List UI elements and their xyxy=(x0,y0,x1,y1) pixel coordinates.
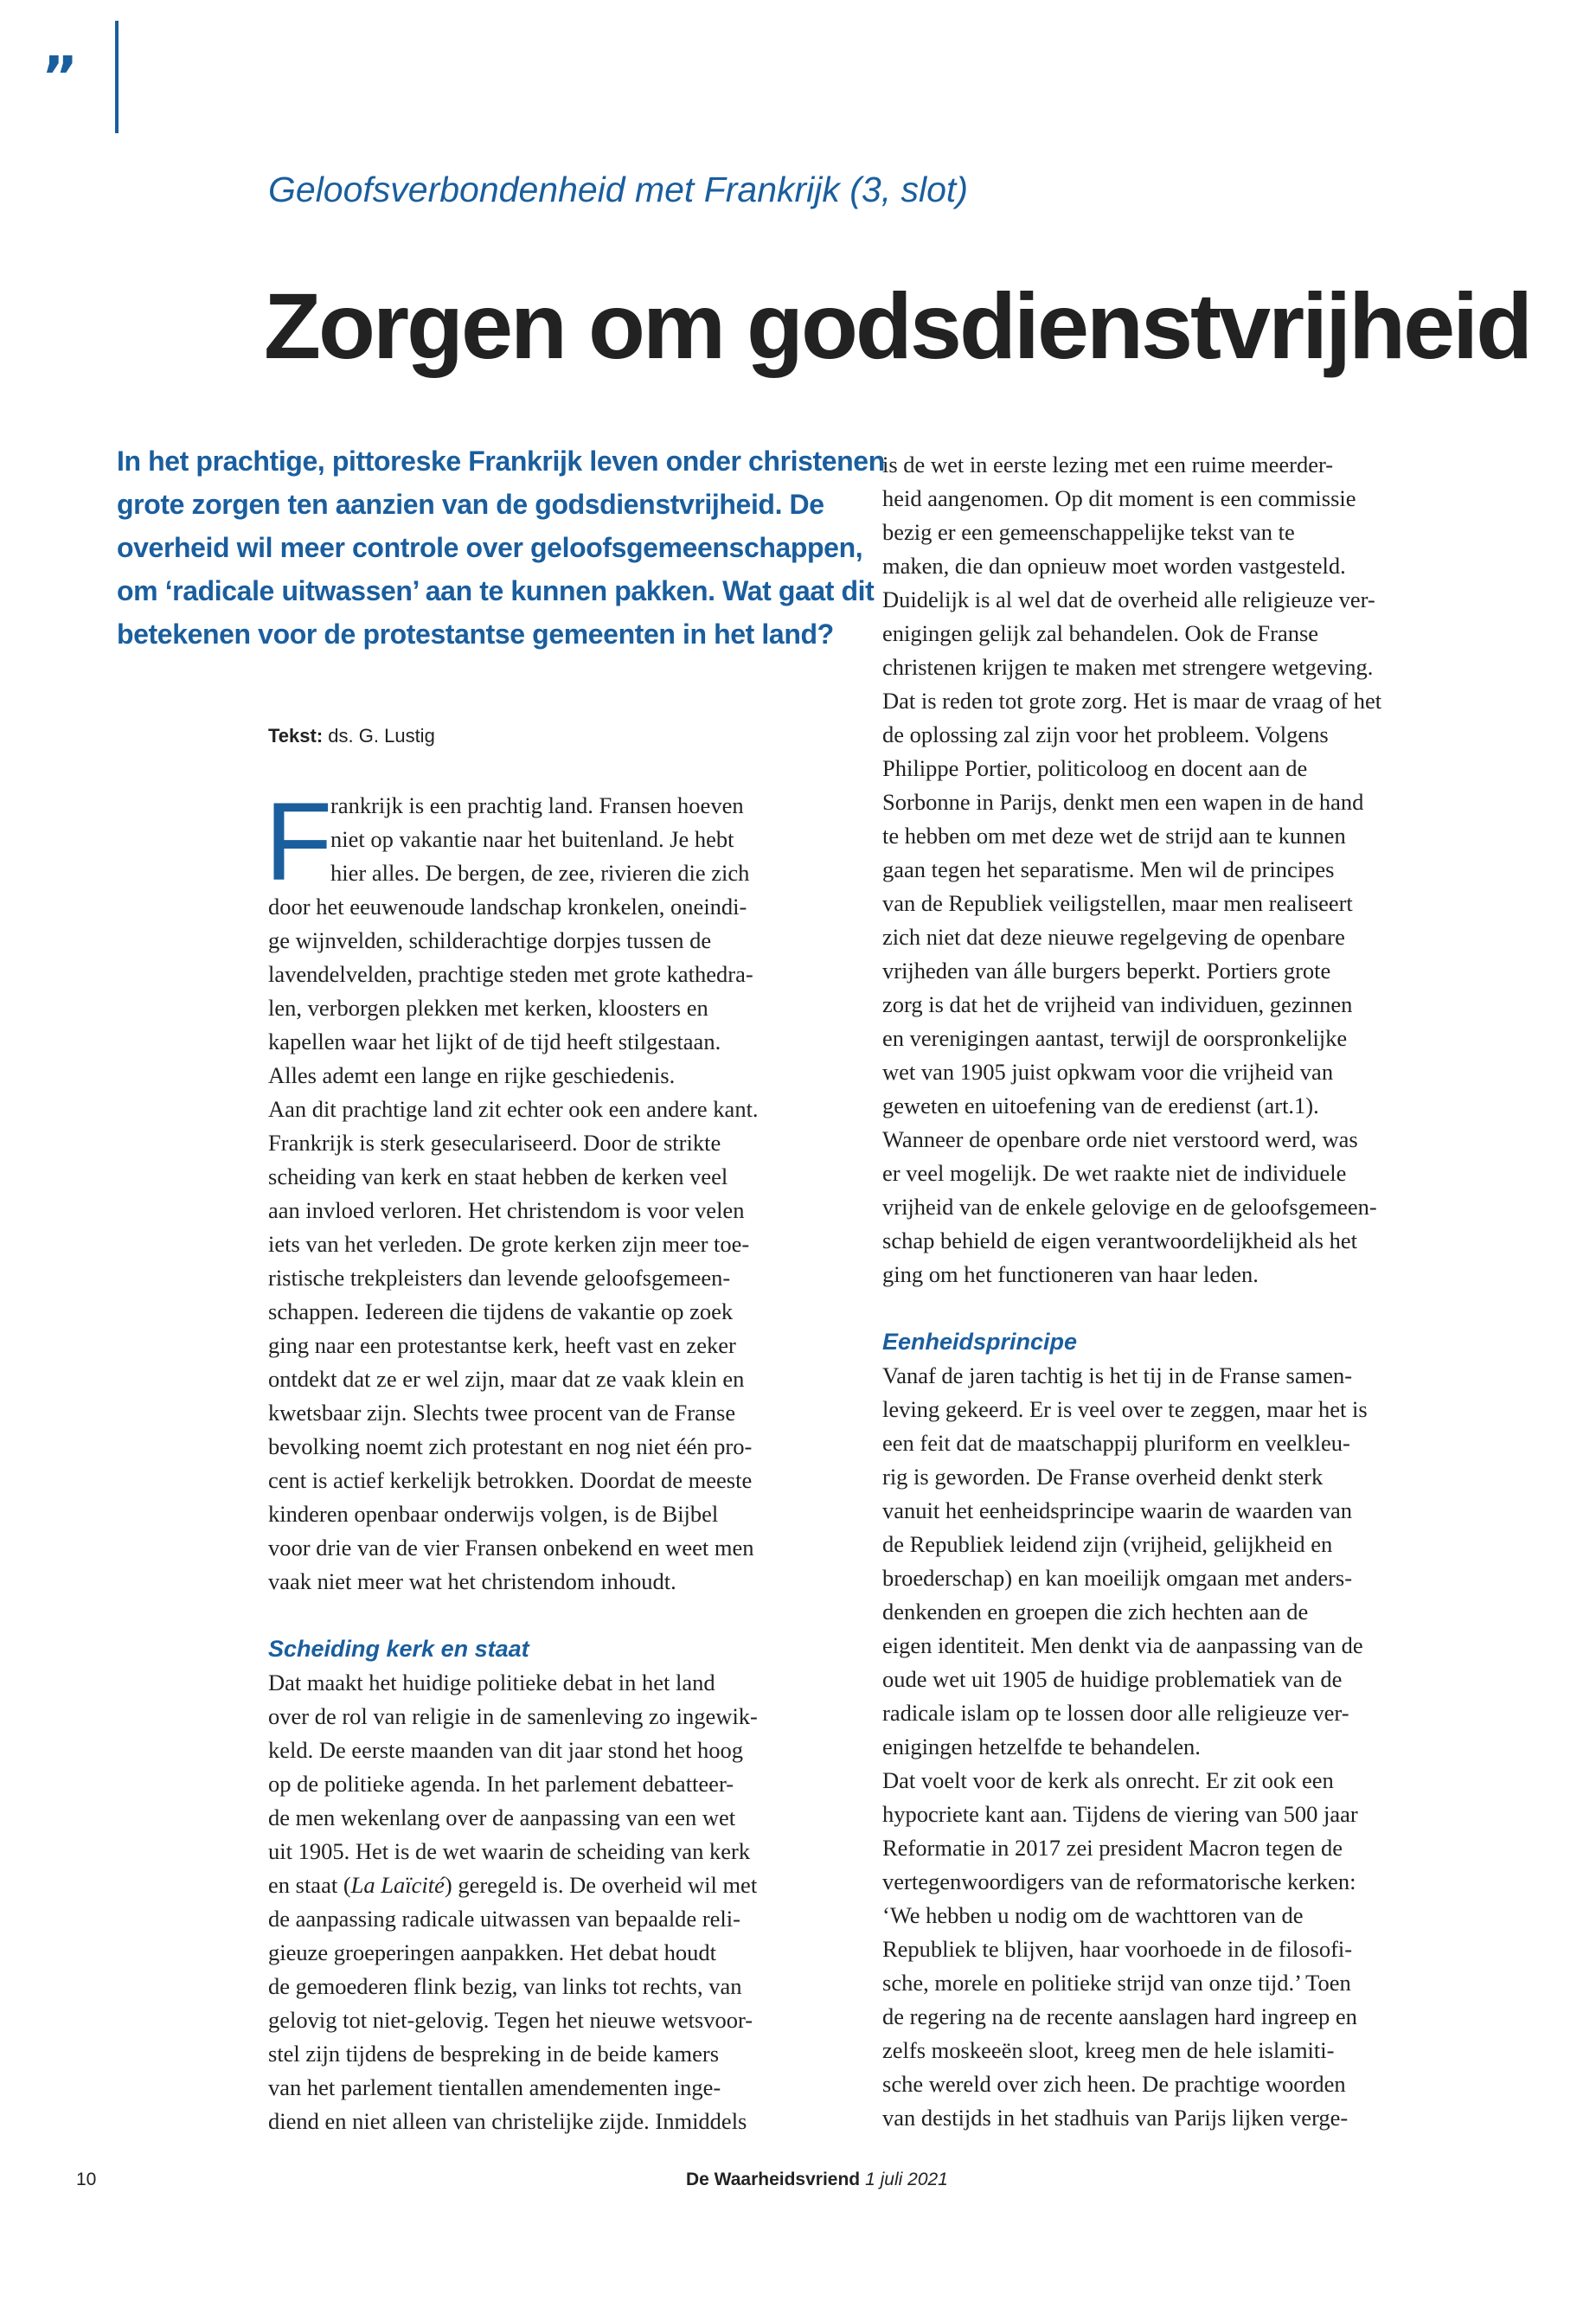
body-line: en staat (La Laïcité) geregeld is. De overheid wil met xyxy=(268,1872,758,1898)
intro-line: betekenen voor de protestantse gemeenten in het land? xyxy=(117,619,834,650)
intro-line: om ‘radicale uitwassen’ aan te kunnen pakken. Wat gaat dit xyxy=(117,575,875,606)
body-line: Dat voelt voor de kerk als onrecht. Er zit ook een xyxy=(882,1767,1334,1793)
body-line: sche, morele en politieke strijd van onze tijd.’ Toen xyxy=(882,1970,1351,1996)
body-line: van de Republiek veiligstellen, maar men realiseert xyxy=(882,890,1353,916)
body-line: iets van het verleden. De grote kerken zijn meer toe- xyxy=(268,1231,750,1257)
body-line: lavendelvelden, prachtige steden met grote kathedra- xyxy=(268,961,753,987)
page-number: 10 xyxy=(76,2170,97,2189)
body-line: heid aangenomen. Op dit moment is een commissie xyxy=(882,485,1356,511)
body-line: Alles ademt een lange en rijke geschiedenis. xyxy=(268,1062,676,1088)
body-line: hier alles. De bergen, de zee, rivieren die zich xyxy=(330,860,750,886)
body-line: door het eeuwenoude landschap kronkelen, oneindi- xyxy=(268,894,747,920)
body-line: er veel mogelijk. De wet raakte niet de individuele xyxy=(882,1160,1347,1186)
body-line: sche wereld over zich heen. De prachtige woorden xyxy=(882,2071,1346,2097)
body-line: Sorbonne in Parijs, denkt men een wapen in de hand xyxy=(882,789,1364,815)
body-line: kinderen openbaar onderwijs volgen, is de Bijbel xyxy=(268,1501,719,1527)
body-line: ging om het functioneren van haar leden. xyxy=(882,1261,1259,1287)
dropcap-block xyxy=(265,780,846,904)
laicite-term: La Laïcité xyxy=(350,1872,445,1898)
body-line: Wanneer de openbare orde niet verstoord werd, was xyxy=(882,1126,1358,1152)
body-line: wet van 1905 juist opkwam voor die vrijheid van xyxy=(882,1059,1334,1085)
body-line: gaan tegen het separatisme. Men wil de principes xyxy=(882,856,1335,882)
body-line: vertegenwoordigers van de reformatorische kerken: xyxy=(882,1868,1356,1894)
body-line: geweten en uitoefening van de eredienst (art.1). xyxy=(882,1093,1319,1118)
body-line: aan invloed verloren. Het christendom is voor velen xyxy=(268,1197,745,1223)
body-line: Dat maakt het huidige politieke debat in het land xyxy=(268,1670,715,1695)
body-line: ‘We hebben u nodig om de wachttoren van de xyxy=(882,1902,1304,1928)
body-line: broederschap) en kan moeilijk omgaan met anders- xyxy=(882,1565,1353,1591)
body-line: voor drie van de vier Fransen onbekend en weet men xyxy=(268,1535,754,1561)
body-line: zelfs moskeeën sloot, kreeg men de hele islamiti- xyxy=(882,2037,1335,2063)
body-line: de oplossing zal zijn voor het probleem. Volgens xyxy=(882,721,1329,747)
right-column xyxy=(882,448,1471,2135)
body-line: schap behield de eigen verantwoordelijkheid als het xyxy=(882,1227,1357,1253)
body-line: maken, die dan opnieuw moet worden vastgesteld. xyxy=(882,553,1346,579)
body-line: bevolking noemt zich protestant en nog niet één pro- xyxy=(268,1433,753,1459)
body-line: Republiek te blijven, haar voorhoede in de filosofi- xyxy=(882,1936,1353,1962)
body-line: zich niet dat deze nieuwe regelgeving de openbare xyxy=(882,924,1345,950)
vertical-accent-bar xyxy=(115,21,119,133)
body-line: vaak niet meer wat het christendom inhoudt. xyxy=(268,1568,676,1594)
body-line: gelovig tot niet-gelovig. Tegen het nieuwe wetsvoor- xyxy=(268,2007,753,2033)
body-line: ge wijnvelden, schilderachtige dorpjes tussen de xyxy=(268,927,712,953)
body-line: rankrijk is een prachtig land. Fransen hoeven xyxy=(330,792,744,818)
body-line: te hebben om met deze wet de strijd aan te kunnen xyxy=(882,823,1346,849)
body-line: van het parlement tientallen amendementen inge- xyxy=(268,2074,721,2100)
body-line: Aan dit prachtige land zit echter ook een andere kant. xyxy=(268,1096,759,1122)
body-line: Philippe Portier, politicoloog en docent aan de xyxy=(882,755,1308,781)
body-line: Reformatie in 2017 zei president Macron tegen de xyxy=(882,1835,1343,1861)
body-line: ging naar een protestantse kerk, heeft vast en zeker xyxy=(268,1332,736,1358)
byline-label: Tekst: xyxy=(268,725,324,747)
body-line: kapellen waar het lijkt of de tijd heeft stilgestaan. xyxy=(268,1029,721,1054)
body-line: vrijheid van de enkele gelovige en de geloofsgemeen- xyxy=(882,1194,1377,1220)
footer-publication xyxy=(686,2170,948,2190)
body-line: de gemoederen flink bezig, van links tot rechts, van xyxy=(268,1973,742,1999)
body-line: kwetsbaar zijn. Slechts twee procent van de Franse xyxy=(268,1400,736,1426)
body-line: christenen krijgen te maken met strengere wetgeving. xyxy=(882,654,1374,680)
publication-date: 1 juli 2021 xyxy=(865,2170,948,2189)
body-line: Vanaf de jaren tachtig is het tij in de Franse samen- xyxy=(882,1362,1353,1388)
body-line: leving gekeerd. Er is veel over te zeggen, maar het is xyxy=(882,1396,1368,1422)
byline-author: ds. G. Lustig xyxy=(328,725,435,747)
body-line: rig is geworden. De Franse overheid denkt sterk xyxy=(882,1464,1324,1490)
body-line: op de politieke agenda. In het parlement debatteer- xyxy=(268,1771,734,1797)
intro-paragraph xyxy=(117,439,885,656)
body-line: vanuit het eenheidsprincipe waarin de waarden van xyxy=(882,1497,1353,1523)
body-line: radicale islam op te lossen door alle religieuze ver- xyxy=(882,1700,1349,1726)
page-title: Zorgen om godsdienstvrijheid xyxy=(264,273,1531,378)
body-line: stel zijn tijdens de bespreking in de beide kamers xyxy=(268,2041,720,2067)
body-line: Dat is reden tot grote zorg. Het is maar de vraag of het xyxy=(882,688,1382,714)
body-line: de aanpassing radicale uitwassen van bepaalde reli- xyxy=(268,1906,740,1932)
intro-line: In het prachtige, pittoreske Frankrijk leven onder christenen xyxy=(117,445,885,477)
body-line: enigingen gelijk zal behandelen. Ook de Franse xyxy=(882,620,1319,646)
byline xyxy=(268,725,435,747)
body-line: len, verborgen plekken met kerken, kloosters en xyxy=(268,995,708,1021)
body-line: bezig er een gemeenschappelijke tekst van te xyxy=(882,519,1295,545)
body-line: scheiding van kerk en staat hebben de kerken veel xyxy=(268,1163,728,1189)
body-line: hypocriete kant aan. Tijdens de viering van 500 jaar xyxy=(882,1801,1358,1827)
body-line: cent is actief kerkelijk betrokken. Doordat de meeste xyxy=(268,1467,753,1493)
body-line: zorg is dat het de vrijheid van individuen, gezinnen xyxy=(882,991,1353,1017)
body-line: Duidelijk is al wel dat de overheid alle religieuze ver- xyxy=(882,586,1375,612)
body-line: en verenigingen aantast, terwijl de oorspronkelijke xyxy=(882,1025,1348,1051)
body-line: een feit dat de maatschappij pluriform en veelkleu- xyxy=(882,1430,1350,1456)
body-line: enigingen hetzelfde te behandelen. xyxy=(882,1734,1201,1759)
dropcap: F xyxy=(265,780,333,904)
body-line: over de rol van religie in de samenleving zo ingewik- xyxy=(268,1703,758,1729)
series-title: Geloofsverbondenheid met Frankrijk (3, slot) xyxy=(268,170,968,209)
body-line: gieuze groeperingen aanpakken. Het debat houdt xyxy=(268,1939,717,1965)
body-line: de regering na de recente aanslagen hard ingreep en xyxy=(882,2003,1357,2029)
body-line: diend en niet alleen van christelijke zijde. Inmiddels xyxy=(268,2108,747,2134)
body-line: is de wet in eerste lezing met een ruime meerder- xyxy=(882,452,1334,478)
body-line: ontdekt dat ze er wel zijn, maar dat ze vaak klein en xyxy=(268,1366,745,1392)
body-line: niet op vakantie naar het buitenland. Je hebt xyxy=(330,826,734,852)
body-line: oude wet uit 1905 de huidige problematiek van de xyxy=(882,1666,1343,1692)
quote-mark-icon: ” xyxy=(42,46,79,110)
body-line: uit 1905. Het is de wet waarin de scheiding van kerk xyxy=(268,1838,751,1864)
body-line: schappen. Iedereen die tijdens de vakantie op zoek xyxy=(268,1298,734,1324)
body-line: keld. De eerste maanden van dit jaar stond het hoog xyxy=(268,1737,743,1763)
intro-line: grote zorgen ten aanzien van de godsdienstvrijheid. De xyxy=(117,489,824,520)
left-column xyxy=(265,780,846,2138)
body-line: de Republiek leidend zijn (vrijheid, gelijkheid en xyxy=(882,1531,1333,1557)
body-line: denkenden en groepen die zich hechten aan de xyxy=(882,1599,1309,1625)
body-line: ristische trekpleisters dan levende geloofsgemeen- xyxy=(268,1265,731,1291)
body-line: de men wekenlang over de aanpassing van een wet xyxy=(268,1804,736,1830)
body-line: eigen identiteit. Men denkt via de aanpassing van de xyxy=(882,1632,1363,1658)
body-line: vrijheden van álle burgers beperkt. Portiers grote xyxy=(882,958,1331,984)
subheading-scheiding: Scheiding kerk en staat xyxy=(268,1636,529,1662)
intro-line: overheid wil meer controle over geloofsgemeenschappen, xyxy=(117,532,863,563)
publication-name: De Waarheidsvriend xyxy=(686,2170,861,2189)
subheading-eenheidsprincipe: Eenheidsprincipe xyxy=(882,1329,1078,1355)
body-line: Frankrijk is sterk geseculariseerd. Door de strikte xyxy=(268,1130,721,1156)
body-line: van destijds in het stadhuis van Parijs lijken verge- xyxy=(882,2105,1349,2131)
